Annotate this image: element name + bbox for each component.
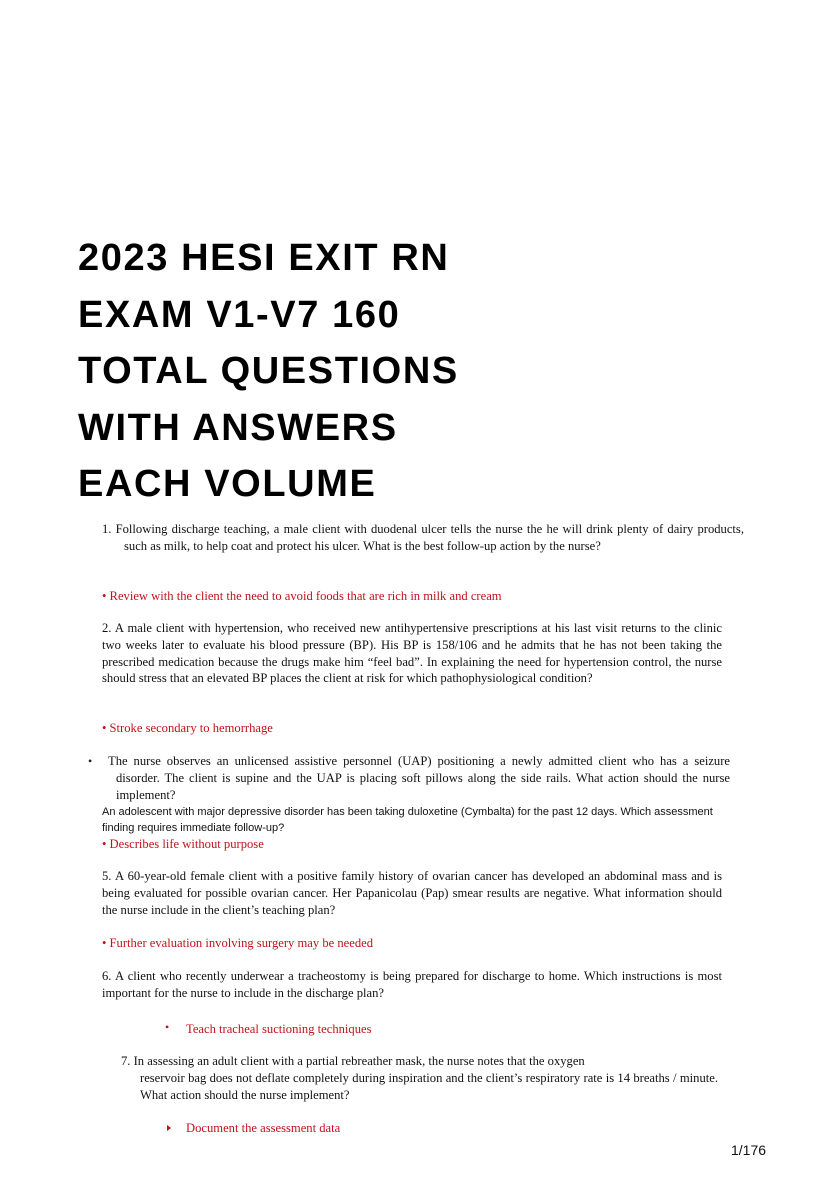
question-4-answer: • Describes life without purpose [102,837,264,851]
question-6-bullet: • [165,1020,170,1034]
question-5-text: 5. A 60-year-old female client with a positive family history of ovarian cancer has developed an abdominal mass and is being evaluated for possible ovarian cancer. Her Papanicolau (Pap) smear results are negative. What information should the nurse include in the client’s teaching plan? [102,869,722,917]
triangle-bullet-icon [167,1125,171,1131]
question-7-text-first-line: 7. In assessing an adult client with a partial rebreather mask, the nurse notes that the oxygen [121,1054,585,1068]
title-line: WITH ANSWERS [78,406,398,449]
question-3-bullet: • [88,754,93,768]
question-5-answer: • Further evaluation involving surgery may be needed [102,936,374,950]
question-6-text: 6. A client who recently underwear a tracheostomy is being prepared for discharge to home. Which instructions is most important for the nurse to include in the discharge plan? [102,969,722,1000]
title-line: TOTAL QUESTIONS [78,350,459,392]
question-2-text: 2. A male client with hypertension, who received new antihypertensive prescriptions at his last visit returns to the clinic two weeks later to evaluate his blood pressure (BP). His BP is 158/106 and he admits that he has not been taking the prescribed medication because the drugs make him “feel bad”. In explaining the need for hypertension control, the nurse should stress that an elevated BP places the client at risk for which pathophysiological condition? [102,621,722,686]
question-7-answer: Document the assessment data [186,1121,341,1135]
page-number: 1/176 [731,1142,767,1158]
question-3-text: The nurse observes an unlicensed assistive personnel (UAP) positioning a newly admitted client who has a seizure disorder. The client is supine and the UAP is placing soft pillows along the side rails. What action should the nurse implement? [108,754,730,802]
title-line: 2023 HESI EXIT RN [78,237,450,279]
question-2-answer: • Stroke secondary to hemorrhage [102,721,273,735]
question-6-answer: Teach tracheal suctioning techniques [186,1022,372,1036]
question-4-text: An adolescent with major depressive disorder has been taking duloxetine (Cymbalta) for the past 12 days. Which assessment finding requires immediate follow-up? [102,806,713,834]
question-7-text: reservoir bag does not deflate completely during inspiration and the client’s respiratory rate is 14 breaths / minute. What action should the nurse implement? [140,1071,718,1102]
document-title [78,230,459,513]
title-line: EXAM V1-V7 160 [78,293,401,336]
title-line: EACH VOLUME [78,463,377,505]
question-1-answer: • Review with the client the need to avoid foods that are rich in milk and cream [102,589,502,603]
question-1-text: 1. Following discharge teaching, a male client with duodenal ulcer tells the nurse the he will drink plenty of dairy products, such as milk, to help coat and protect his ulcer. What is the best follow-up action by the nurse? [102,522,744,553]
